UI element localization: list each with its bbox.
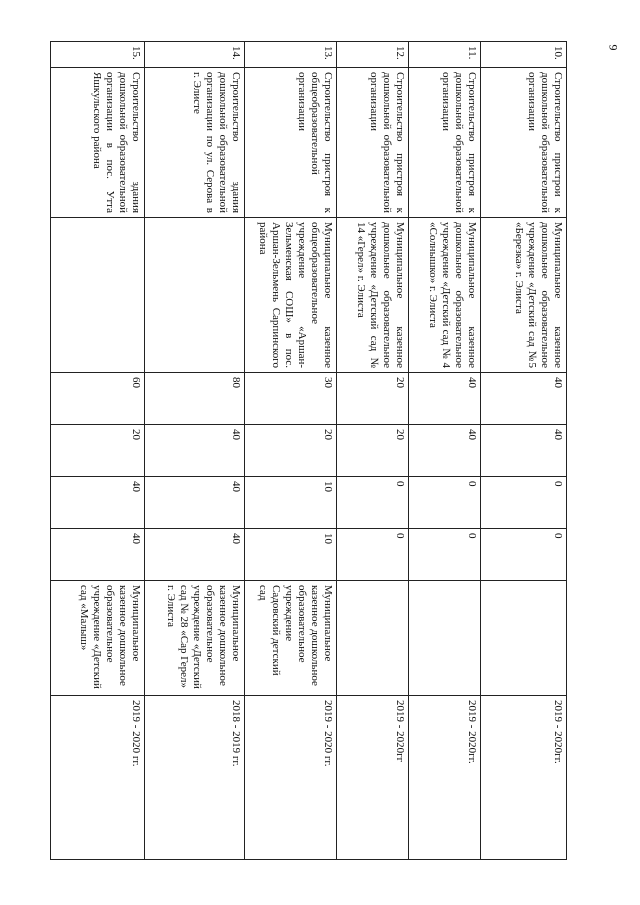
implementation-period: 2019 - 2020гг.: [409, 696, 481, 860]
places-b: 0: [337, 477, 409, 529]
construction-table: [50, 41, 567, 860]
recipient-institution: Муниципальное казенное дошкольное образовательное учреждение «Детский сад «Малыш»: [51, 581, 145, 696]
institution-name: Муниципальное казенное дошкольное образовательное учреждение «Детский сад № 4 «Солнышко» г. Элиста: [409, 218, 481, 373]
object-name: Строительство пристрои к дошкольной образовательной организации: [481, 68, 567, 218]
places-a: 20: [245, 425, 337, 477]
places-total: 80: [145, 373, 245, 425]
places-a: 40: [145, 425, 245, 477]
places-total: 40: [481, 373, 567, 425]
row-number: 15.: [51, 42, 145, 68]
places-b: 40: [51, 477, 145, 529]
places-a: 40: [409, 425, 481, 477]
recipient-institution: [409, 581, 481, 696]
row-number: 14.: [145, 42, 245, 68]
table-row: [145, 42, 245, 860]
places-c: 0: [409, 529, 481, 581]
row-number: 13.: [245, 42, 337, 68]
places-a: 20: [337, 425, 409, 477]
places-c: 0: [337, 529, 409, 581]
institution-name: Муниципальное казенное общеобразовательное учреждение «Аршан-Зельменская СОШ» в пос. Аршан-Зельмень Сарпинского района: [245, 218, 337, 373]
places-b: 0: [481, 477, 567, 529]
object-name: Строительство пристроя к дошкольной образовательной организации: [409, 68, 481, 218]
table-row: [337, 42, 409, 860]
places-c: 40: [51, 529, 145, 581]
table-row: [245, 42, 337, 860]
places-b: 0: [409, 477, 481, 529]
places-total: 20: [337, 373, 409, 425]
row-number: 11.: [409, 42, 481, 68]
page-number: 9: [606, 44, 621, 51]
recipient-institution: Муниципальное казенное дошкольное образовательное учреждение Садовский детский сад: [245, 581, 337, 696]
places-b: 10: [245, 477, 337, 529]
object-name: Строительство здания дошкольной образовательной организации в пос. Утта Яшкульского района: [51, 68, 145, 218]
recipient-institution: [337, 581, 409, 696]
table-row: [409, 42, 481, 860]
row-number: 12.: [337, 42, 409, 68]
implementation-period: 2019 - 2020 гг.: [51, 696, 145, 860]
implementation-period: 2019 - 2020гг: [337, 696, 409, 860]
institution-name: [145, 218, 245, 373]
implementation-period: 2019 - 2020гг.: [481, 696, 567, 860]
places-total: 30: [245, 373, 337, 425]
object-name: Строительство пристроя к дошкольной образовательной организации: [337, 68, 409, 218]
institution-name: Муниципальное казенное дошкольное образовательное учреждение «Детский сад № 14 «Герел» г. Элиста: [337, 218, 409, 373]
recipient-institution: [481, 581, 567, 696]
object-name: Строительство здания дошкольной образовательной организации по ул. Серова в г. Элисте: [145, 68, 245, 218]
implementation-period: 2018 - 2019 гг.: [145, 696, 245, 860]
table-row: [481, 42, 567, 860]
places-c: 10: [245, 529, 337, 581]
recipient-institution: Муниципальное казенное дошкольное образовательное учреждение «Детский сад № 28 «Сар Герел» г. Элиста: [145, 581, 245, 696]
places-total: 60: [51, 373, 145, 425]
places-a: 20: [51, 425, 145, 477]
row-number: 10.: [481, 42, 567, 68]
implementation-period: 2019 - 2020 гг.: [245, 696, 337, 860]
table-row: [51, 42, 145, 860]
places-c: 0: [481, 529, 567, 581]
institution-name: [51, 218, 145, 373]
places-b: 40: [145, 477, 245, 529]
rotated-table-container: [51, 41, 567, 859]
places-a: 40: [481, 425, 567, 477]
places-c: 40: [145, 529, 245, 581]
object-name: Строительство пристроя к общеобразовательной организации: [245, 68, 337, 218]
places-total: 40: [409, 373, 481, 425]
institution-name: Муниципальное казенное дошкольное образовательное учреждение «Детский сад №5 «Березка» г. Элиста: [481, 218, 567, 373]
